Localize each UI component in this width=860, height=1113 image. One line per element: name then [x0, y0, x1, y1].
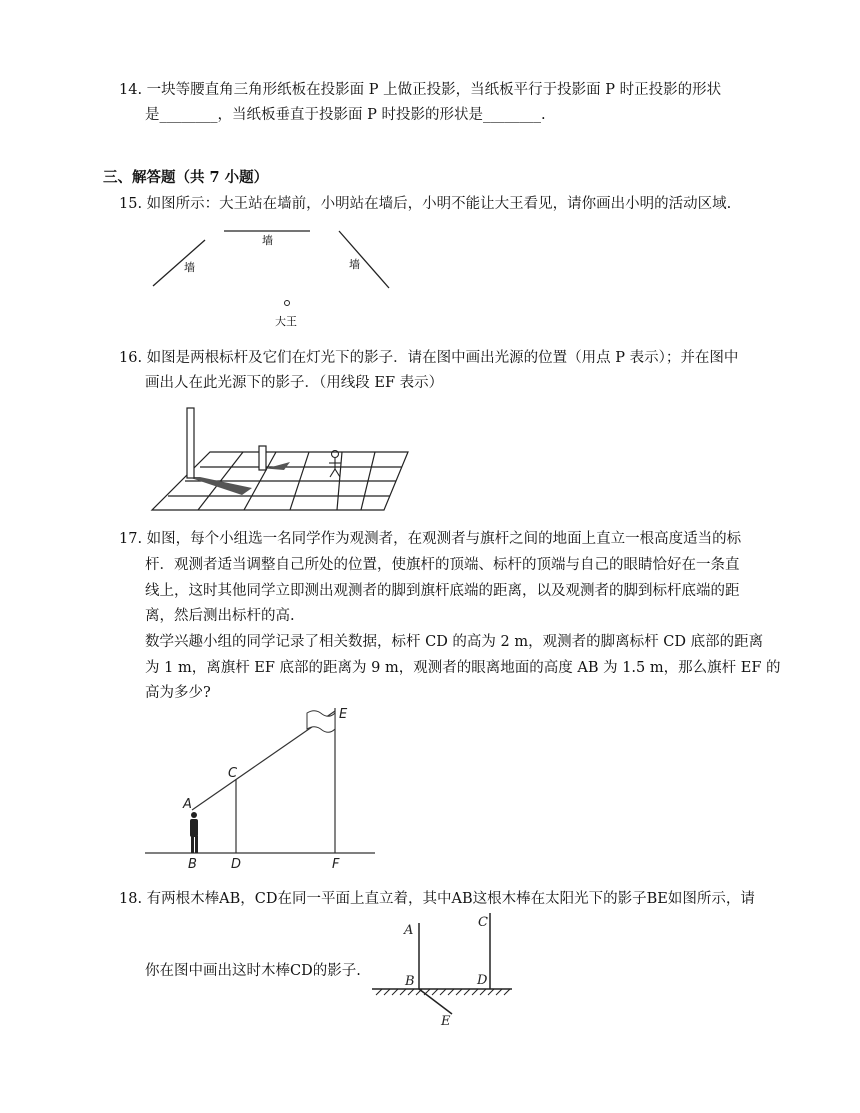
label-D: D: [477, 973, 488, 988]
q17-line6: 为 1 m，离旗杆 EF 底部的距离为 9 m，观测者的眼离地面的高度 AB 为 1.5 m，那么旗杆 EF 的: [145, 660, 781, 676]
q14-line1: 14. 一块等腰直角三角形纸板在投影面 P 上做正投影，当纸板平行于投影面 P 时正投影的形状: [119, 82, 722, 98]
king-label: 大王: [275, 315, 297, 328]
q17-line5: 数学兴趣小组的同学记录了相关数据，标杆 CD 的高为 2 m，观测者的脚离标杆 CD 底部的距离: [145, 634, 764, 650]
wall-right-label: 墙: [349, 258, 360, 271]
q16-line1: 16. 如图是两根标杆及它们在灯光下的影子．请在图中画出光源的位置（用点 P 表示）；并在图中: [119, 350, 739, 366]
q17-line3: 线上，这时其他同学立即测出观测者的脚到旗杆底端的距离，以及观测者的脚到标杆底端的距: [145, 583, 740, 599]
label-A: A: [183, 797, 192, 812]
q16-line2: 画出人在此光源下的影子．（用线段 EF 表示）: [145, 375, 444, 391]
label-A: A: [404, 923, 414, 938]
wall-left-label: 墙: [184, 261, 195, 274]
q17-line7: 高为多少?: [145, 685, 211, 701]
q18-line2: 你在图中画出这时木棒CD的影子.: [145, 963, 361, 979]
q17-line4: 离，然后测出标杆的高.: [145, 608, 295, 624]
wall-top-label: 墙: [262, 234, 273, 247]
shadow-be: [419, 989, 452, 1014]
label-F: F: [332, 857, 340, 872]
section-heading: 三、解答题（共 7 小题）: [103, 169, 269, 186]
q14-line2: 是________，当纸板垂直于投影面 P 时投影的形状是________.: [145, 107, 546, 123]
label-C: C: [228, 766, 238, 781]
label-C: C: [478, 915, 488, 930]
q15-text: 15. 如图所示：大王站在墙前，小明站在墙后，小明不能让大王看见，请你画出小明的活动区域.: [119, 196, 732, 212]
label-B: B: [188, 857, 197, 872]
label-E: E: [441, 1014, 451, 1029]
ground-hatching: [376, 989, 510, 995]
label-D: D: [231, 857, 242, 872]
q18-line1: 18. 有两根木棒AB，CD在同一平面上直立着，其中AB这根木棒在太阳光下的影子BE如图所示，请: [119, 891, 755, 907]
label-E: E: [339, 707, 348, 722]
label-B: B: [405, 974, 415, 989]
q17-line1: 17. 如图，每个小组选一名同学作为观测者，在观测者与旗杆之间的地面上直立一根高度适当的标: [119, 531, 742, 547]
q17-line2: 杆．观测者适当调整自己所处的位置，使旗杆的顶端、标杆的顶端与自己的眼睛恰好在一条直: [145, 557, 740, 573]
